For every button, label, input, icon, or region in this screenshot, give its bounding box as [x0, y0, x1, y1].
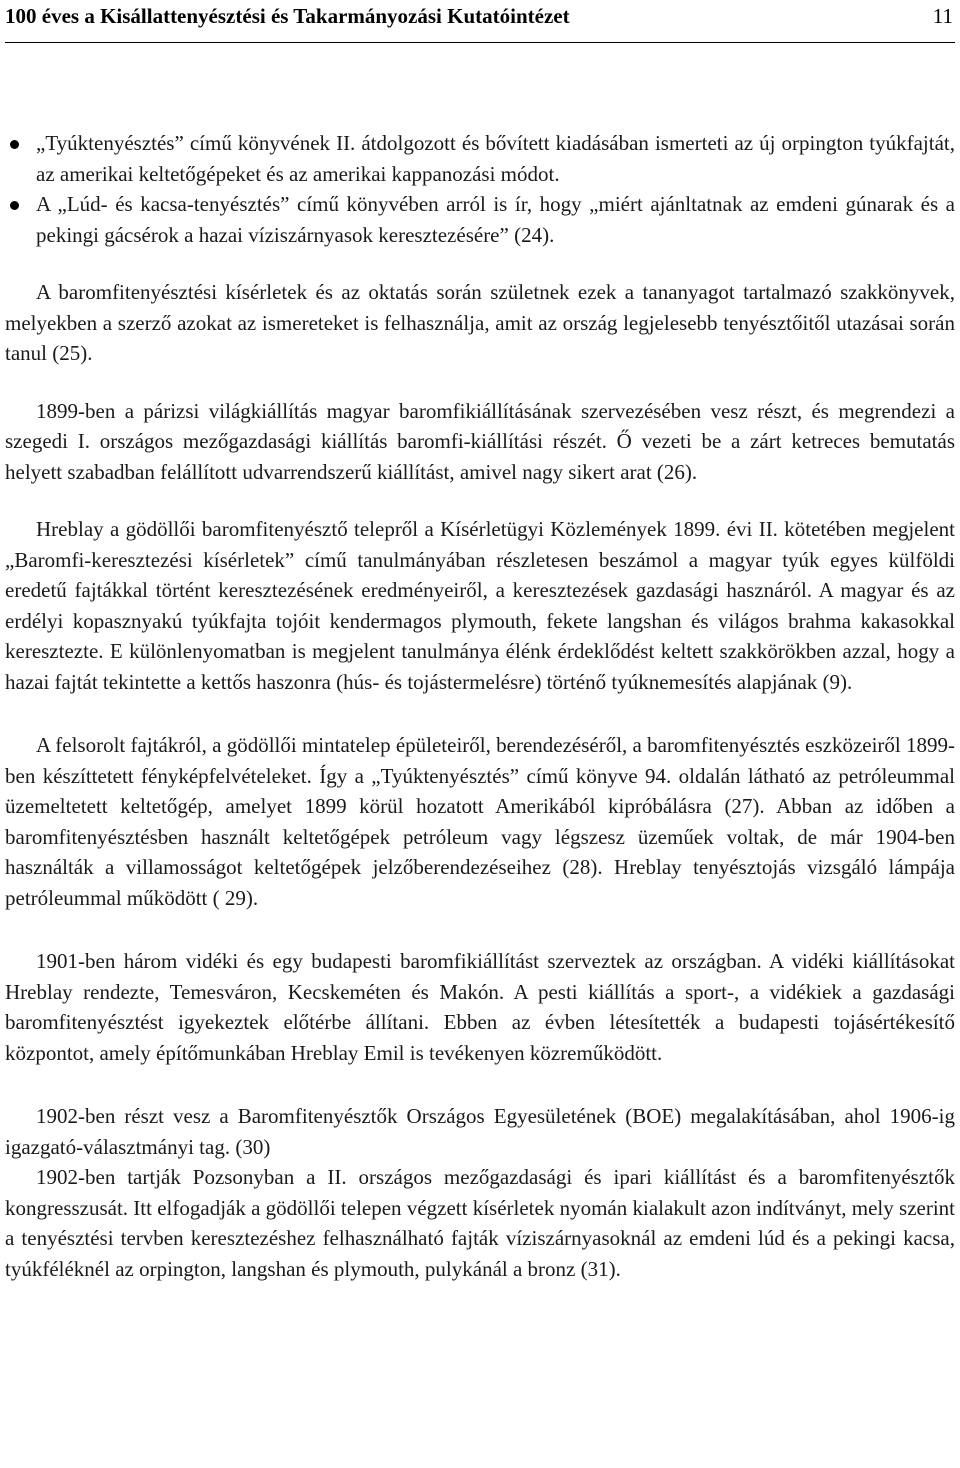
bullet-item [5, 128, 955, 189]
paragraph: Hreblay a gödöllői baromfitenyésztő telepről a Kísérletügyi Közlemények 1899. évi II. kötetében megjelent „Baromfi-keresztezési kísérletek” című tanulmányában részletesen beszámol a magyar tyúk egyes külföldi eredetű fajtákkal történt keresztezésének eredményeiről, a keresztezések gazdasági hasznáról. A magyar és az erdélyi kopasznyakú tyúkfajta tojóit kendermagos plymouth, fekete langshan és világos brahma kakasokkal keresztezte. E különlenyomatban is megjelent tanulmánya élénk érdeklődést keltett szakkörökben azzal, hogy a hazai fajtát tekintette a kettős haszonra (hús- és tojástermelésre) történő tyúknemesítés alapjának (9). [5, 517, 955, 694]
paragraph: 1901-ben három vidéki és egy budapesti baromfikiállítást szerveztek az országban. A vidéki kiállításokat Hreblay rendezte, Temesváron, Kecskeméten és Makón. A pesti kiállítás a sport-, a vidékiek a gazdasági baromfitenyésztést igyekeztek előtérbe állítani. Ebben az évben létesítették a budapesti tojásértékesítő központot, amely építőmunkában Hreblay Emil is tevékenyen közreműködött. [5, 949, 955, 1065]
document-body [5, 128, 955, 1284]
bullet-icon [10, 140, 19, 149]
page-number: 11 [932, 4, 953, 28]
bullet-icon [10, 201, 19, 210]
bullet-item [5, 189, 955, 250]
paragraph: 1899-ben a párizsi világkiállítás magyar baromfikiállításának szervezésében vesz részt, és megrendezi a szegedi I. országos mezőgazdasági kiállítás baromfi-kiállítási részét. Ő vezeti be a zárt ketreces bemutatás helyett szabadban felállított udvarrendszerű kiállítást, amivel nagy sikert arat (26). [5, 398, 955, 484]
paragraph: 1902-ben tartják Pozsonyban a II. országos mezőgazdasági és ipari kiállítást és a baromfitenyésztők kongresszusát. Itt elfogadják a gödöllői telepen végzett kísérletek nyomán kialakult azon indítványt, mely szerint a tenyésztési tervben keresztezéshez felhasználható fajták víziszárnyasoknál az emdeni lúd és a pekingi kacsa, tyúkféléknél az orpington, langshan és plymouth, pulykánál a bronz (31). [5, 1165, 955, 1281]
paragraph: A baromfitenyésztési kísérletek és az oktatás során születnek ezek a tananyagot tartalmazó szakkönyvek, melyekben a szerző azokat az ismereteket is felhasználja, amit az ország legjelesebb tenyésztőitől utazásai során tanul (25). [5, 280, 955, 365]
bullet-text: A „Lúd- és kacsa-tenyésztés” című könyvében arról is ír, hogy „miért ajánltatnak az emdeni gúnarak és a pekingi gácsérok a hazai víziszárnyasok keresztezésére” (24). [36, 192, 955, 247]
bullet-list [5, 128, 955, 250]
header-title: 100 éves a Kisállattenyésztési és Takarmányozási Kutatóintézet [5, 4, 570, 28]
page-header [5, 2, 955, 43]
bullet-text: „Tyúktenyésztés” című könyvének II. átdolgozott és bővített kiadásában ismerteti az új orpington tyúkfajtát, az amerikai keltetőgépeket és az amerikai kappanozási módot. [36, 131, 955, 186]
paragraph: 1902-ben részt vesz a Baromfitenyésztők Országos Egyesületének (BOE) megalakításában, ahol 1906-ig igazgató-választmányi tag. (30) [5, 1104, 955, 1159]
paragraph: A felsorolt fajtákról, a gödöllői mintatelep épületeiről, berendezéséről, a baromfitenyésztés eszközeiről 1899-ben készíttetett fényképfelvételeket. Így a „Tyúktenyésztés” című könyve 94. oldalán látható az petróleummal üzemeltetett keltetőgép, amelyet 1899 körül hozatott Amerikából kipróbálásra (27). Abban az időben a baromfitenyésztésben használt keltetőgépek petróleum vagy légszesz üzeműek voltak, de már 1904-ben használták a villamosságot keltetőgépek jelzőberendezéseihez (28). Hreblay tenyésztojás vizsgáló lámpája petróleummal működött ( 29). [5, 733, 955, 910]
